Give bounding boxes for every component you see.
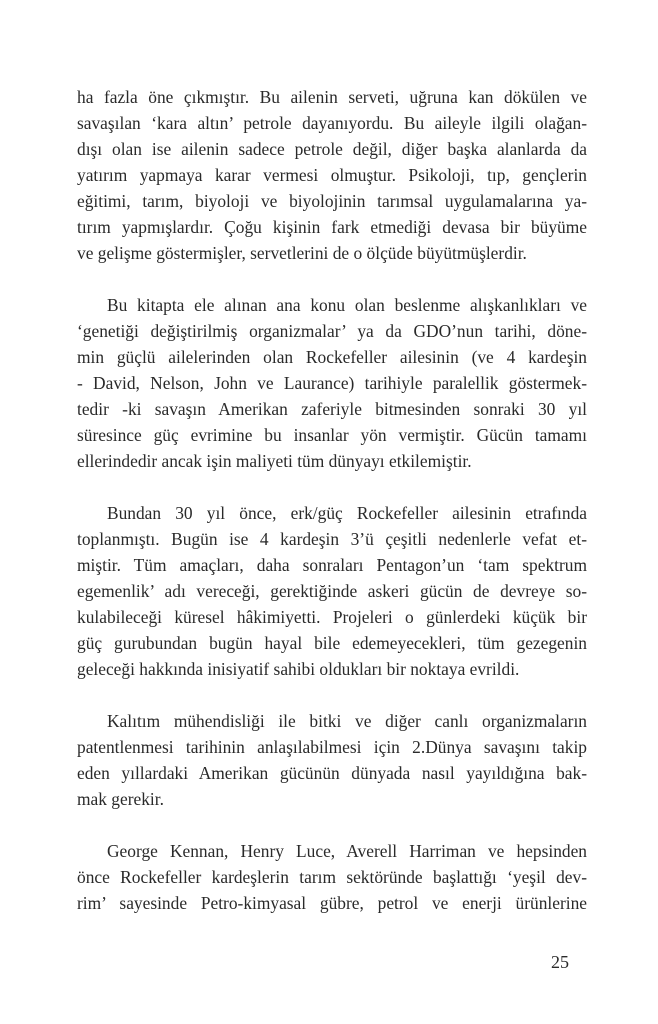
text-line: kulabileceği küresel hâkimiyetti. Projeleri o günlerdeki küçük bir <box>77 607 587 627</box>
text-line: - David, Nelson, John ve Laurance) tarihiyle paralellik göstermek- <box>77 373 587 393</box>
text-line: min güçlü ailelerinden olan Rockefeller ailesinin (ve 4 kardeşin <box>77 347 587 367</box>
text-line: rim’ sayesinde Petro-kimyasal gübre, petrol ve enerji ürünlerine <box>77 893 587 913</box>
text-line: savaşılan ‘kara altın’ petrole dayanıyordu. Bu aileyle ilgili olağan- <box>77 113 587 133</box>
text-line: geleceği hakkında inisiyatif sahibi oldukları bir noktaya evrildi. <box>77 659 520 679</box>
text-line: ‘genetiği değiştirilmiş organizmalar’ ya da GDO’nun tarihi, döne- <box>77 321 587 341</box>
text-line: tedir -ki savaşın Amerikan zaferiyle bitmesinden sonraki 30 yıl <box>77 399 587 419</box>
text-line: önce Rockefeller kardeşlerin tarım sektöründe başlattığı ‘yeşil dev- <box>77 867 587 887</box>
paragraph-1 <box>77 84 587 266</box>
text-line: süresince güç evrimine bu insanlar yön vermiştir. Gücün tamamı <box>77 425 587 445</box>
text-line: toplanmıştı. Bugün ise 4 kardeşin 3’ü çeşitli nedenlerle vefat et- <box>77 529 587 549</box>
text-line: eden yıllardaki Amerikan gücünün dünyada nasıl yayıldığına bak- <box>77 763 587 783</box>
text-line: tırım yapmışlardır. Çoğu kişinin fark etmediği devasa bir büyüme <box>77 217 587 237</box>
text-line: ve gelişme göstermişler, servetlerini de o ölçüde büyütmüşlerdir. <box>77 243 527 263</box>
text-line: ha fazla öne çıkmıştır. Bu ailenin serveti, uğruna kan dökülen ve <box>77 87 587 107</box>
text-line: güç gurubundan bugün hayal bile edemeyecekleri, tüm gezegenin <box>77 633 587 653</box>
text-line: Bundan 30 yıl önce, erk/güç Rockefeller ailesinin etrafında <box>107 503 587 523</box>
text-line: yatırım yapmaya karar vermesi olmuştur. Psikoloji, tıp, gençlerin <box>77 165 587 185</box>
page-body <box>77 84 587 942</box>
text-line: dışı olan ise ailenin sadece petrole değil, diğer başka alanlarda da <box>77 139 587 159</box>
paragraph-3 <box>77 500 587 682</box>
text-line: egemenlik’ adı vereceği, gerektiğinde askeri gücün de devreye so- <box>77 581 587 601</box>
text-line: miştir. Tüm amaçları, daha sonraları Pentagon’un ‘tam spektrum <box>77 555 587 575</box>
text-line: eğitimi, tarım, biyoloji ve biyolojinin tarımsal uygulamalarına ya- <box>77 191 587 211</box>
text-line: ellerindedir ancak işin maliyeti tüm dünyayı etkilemiştir. <box>77 451 472 471</box>
text-line: mak gerekir. <box>77 789 164 809</box>
text-line: patentlenmesi tarihinin anlaşılabilmesi için 2.Dünya savaşını takip <box>77 737 587 757</box>
paragraph-4 <box>77 708 587 812</box>
text-line: Kalıtım mühendisliği ile bitki ve diğer canlı organizmaların <box>107 711 587 731</box>
page-number: 25 <box>551 952 569 972</box>
text-line: Bu kitapta ele alınan ana konu olan beslenme alışkanlıkları ve <box>107 295 587 315</box>
text-line: George Kennan, Henry Luce, Averell Harriman ve hepsinden <box>107 841 587 861</box>
paragraph-5 <box>77 838 587 916</box>
paragraph-2 <box>77 292 587 474</box>
